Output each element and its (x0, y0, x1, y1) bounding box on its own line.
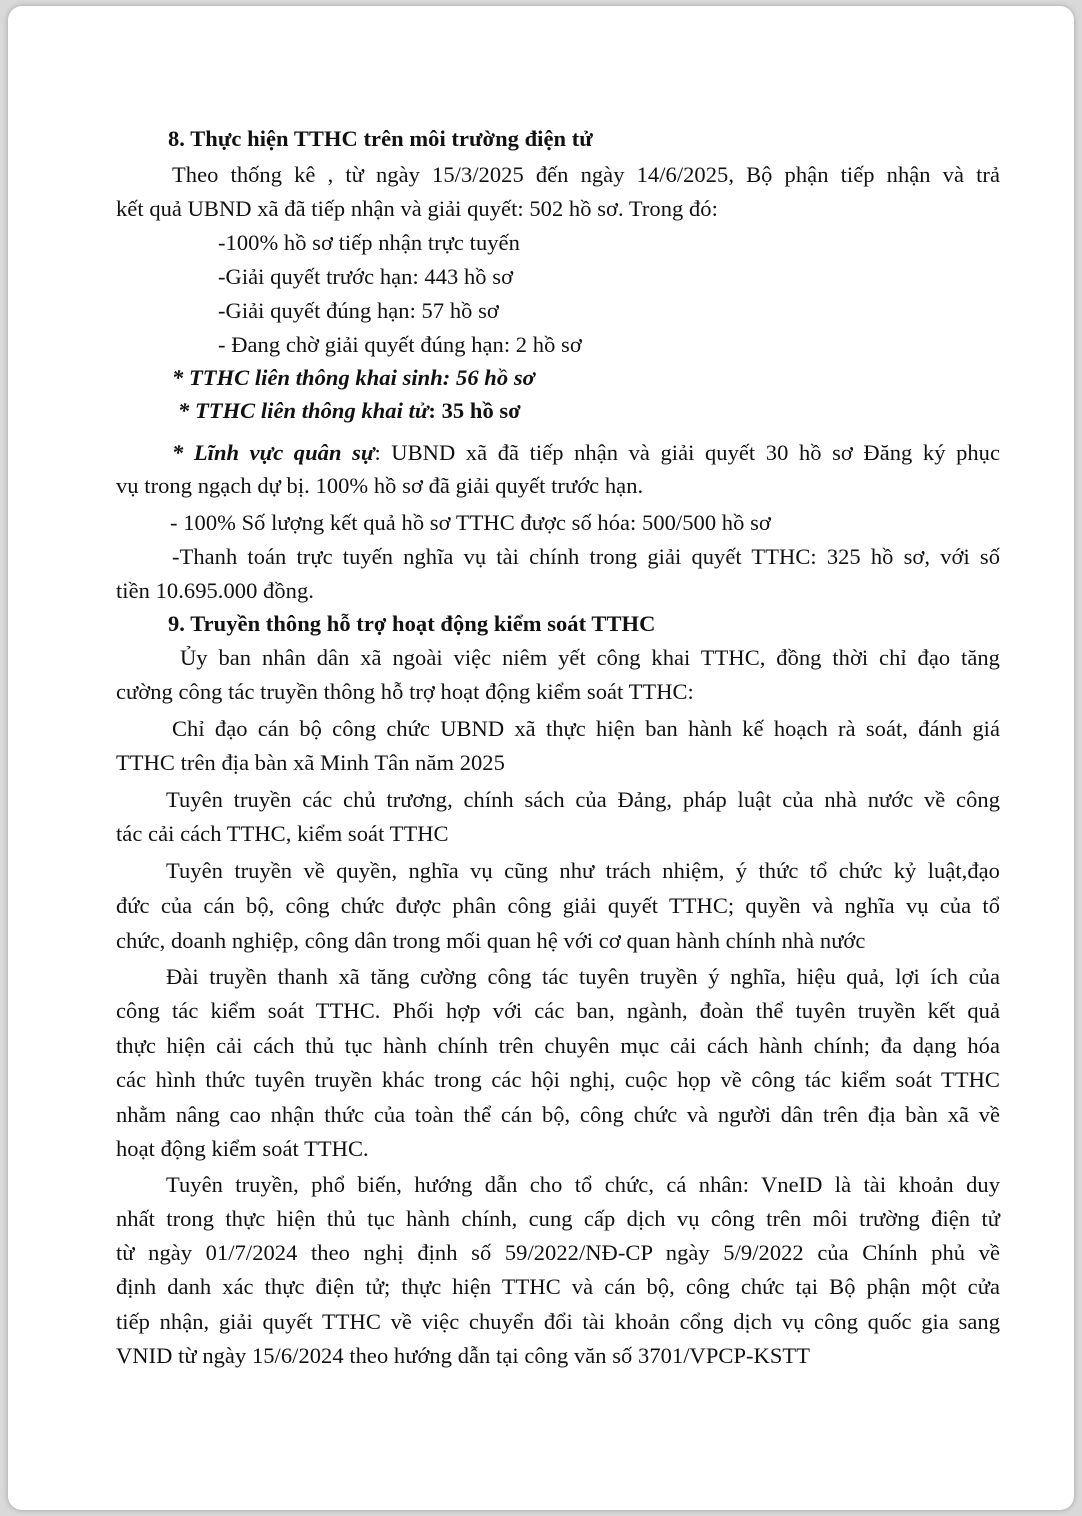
p6-line5: tiếp nhận, giải quyết TTHC về việc chuyển đổi tài khoản cổng dịch vụ công quốc gia sang (116, 1309, 1000, 1334)
khai-tu-label: * TTHC liên thông khai tử (178, 398, 429, 423)
section-9-heading: 9. Truyền thông hỗ trợ hoạt động kiểm soát TTHC (168, 611, 656, 636)
p6-line6: VNID từ ngày 15/6/2024 theo hướng dẫn tại công văn số 3701/VPCP-KSTT (116, 1343, 811, 1368)
p6-line4: định danh xác thực điện tử; thực hiện TTHC và cán bộ, công chức tại Bộ phận một cửa (116, 1274, 1000, 1299)
list-item-ontime: -Giải quyết đúng hạn: 57 hồ sơ (218, 298, 499, 323)
p5-line2: công tác kiểm soát TTHC. Phối hợp với các ban, ngành, đoàn thể tuyên truyền kết quả (116, 998, 1000, 1023)
khai-tu-line (178, 394, 521, 428)
p5-line1: Đài truyền thanh xã tăng cường công tác tuyên truyền ý nghĩa, hiệu quả, lợi ích của (166, 964, 1000, 989)
list-item-early: -Giải quyết trước hạn: 443 hồ sơ (218, 264, 514, 289)
p6-line2: nhất trong thực hiện thủ tục hành chính, cung cấp dịch vụ công trên môi trường điện tử (116, 1206, 1000, 1231)
p3-line2: tác cải cách TTHC, kiểm soát TTHC (116, 821, 449, 846)
p4-line3: chức, doanh nghiệp, công dân trong mối quan hệ với cơ quan hành chính nhà nước (116, 928, 866, 953)
p1-line1: Ủy ban nhân dân xã ngoài việc niêm yết công khai TTHC, đồng thời chỉ đạo tăng (180, 645, 1000, 670)
list-item-online: -100% hồ sơ tiếp nhận trực tuyến (218, 230, 520, 255)
p6-line3: từ ngày 01/7/2024 theo nghị định số 59/2022/NĐ-CP ngày 5/9/2022 của Chính phủ về (116, 1240, 1000, 1265)
p2-line1: Chỉ đạo cán bộ công chức UBND xã thực hiện ban hành kế hoạch rà soát, đánh giá (172, 716, 1000, 741)
section-8-intro-line2: kết quả UBND xã đã tiếp nhận và giải quyết: 502 hồ sơ. Trong đó: (116, 196, 718, 221)
so-hoa-line: - 100% Số lượng kết quả hồ sơ TTHC được số hóa: 500/500 hồ sơ (170, 510, 771, 535)
khai-sinh-line: * TTHC liên thông khai sinh: 56 hồ sơ (172, 365, 535, 390)
p6-line1: Tuyên truyền, phổ biến, hướng dẫn cho tổ chức, cá nhân: VneID là tài khoản duy (166, 1172, 1000, 1197)
khai-tu-value: : 35 hồ sơ (428, 398, 521, 423)
quan-su-text: : UBND xã đã tiếp nhận và giải quyết 30 hồ sơ Đăng ký phục (374, 440, 1001, 465)
quan-su-label: * Lĩnh vực quân sự (172, 440, 375, 465)
p4-line2: đức của cán bộ, công chức được phân công giải quyết TTHC; quyền và nghĩa vụ của tổ (116, 893, 1000, 918)
p3-line1: Tuyên truyền các chủ trương, chính sách của Đảng, pháp luật của nhà nước về công (166, 787, 1000, 812)
thanh-toan-line2: tiền 10.695.000 đồng. (116, 578, 314, 603)
p5-line3: thực hiện cải cách thủ tục hành chính trên chuyên mục cải cách hành chính; đa dạng hóa (116, 1033, 1000, 1058)
p2-line2: TTHC trên địa bàn xã Minh Tân năm 2025 (116, 750, 505, 775)
quan-su-line2: vụ trong ngạch dự bị. 100% hồ sơ đã giải quyết trước hạn. (116, 473, 644, 498)
section-8-heading: 8. Thực hiện TTHC trên môi trường điện tử (168, 126, 593, 151)
p5-line6: hoạt động kiểm soát TTHC. (116, 1136, 369, 1161)
p5-line4: các hình thức tuyên truyền khác trong các hội nghị, cuộc họp về công tác kiểm soát TTHC (116, 1067, 1000, 1092)
p1-line2: cường công tác truyền thông hỗ trợ hoạt động kiểm soát TTHC: (116, 679, 694, 704)
list-item-pending: - Đang chờ giải quyết đúng hạn: 2 hồ sơ (218, 332, 582, 357)
p4-line1: Tuyên truyền về quyền, nghĩa vụ cũng như trách nhiệm, ý thức tổ chức kỷ luật,đạo (166, 858, 1000, 883)
document-page (8, 6, 1074, 1510)
section-8-intro-line1: Theo thống kê , từ ngày 15/3/2025 đến ngày 14/6/2025, Bộ phận tiếp nhận và trả (172, 162, 1000, 187)
thanh-toan-line1: -Thanh toán trực tuyến nghĩa vụ tài chính trong giải quyết TTHC: 325 hồ sơ, với số (172, 544, 1000, 569)
p5-line5: nhằm nâng cao nhận thức của toàn thể cán bộ, công chức và người dân trên địa bàn xã về (116, 1102, 1000, 1127)
quan-su-line1 (172, 436, 1000, 470)
